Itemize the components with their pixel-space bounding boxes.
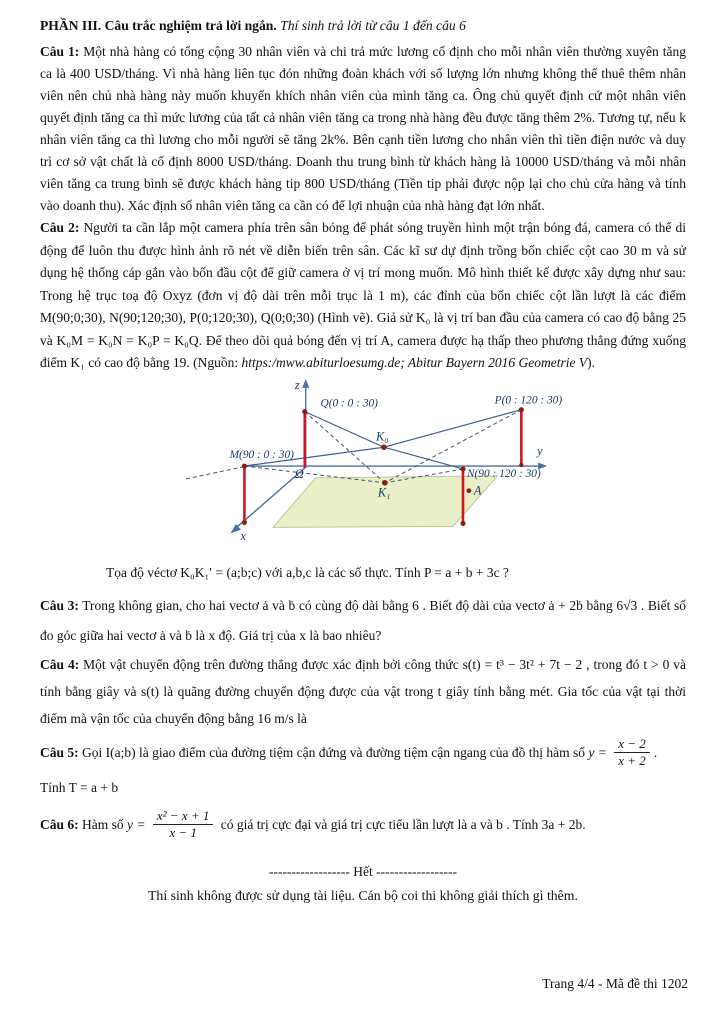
question-2-label: Câu 2: (40, 220, 80, 235)
section-title: PHẦN III. Câu trắc nghiệm trả lời ngắn. (40, 18, 277, 33)
fraction-numerator: x² − x + 1 (153, 808, 213, 825)
fraction-denominator: x − 1 (169, 825, 197, 840)
question-6-label: Câu 6: (40, 817, 79, 833)
point-n-label: N(90 : 120 : 30) (466, 467, 541, 480)
point-q-dot (302, 409, 307, 414)
point-a-label: A (473, 483, 482, 498)
point-m-label: M(90 : 0 : 30) (229, 448, 294, 461)
question-2-text: Người ta cần lắp một camera phía trên sân bóng để phát sóng truyền hình một trận bóng đá, camera có thể di động để luôn thu được hình ảnh rõ nét về diễn biến trên sân. Các kĩ sư dự định trồng bốn chiếc cột cao 30 m và sử dụng hệ thống cáp gắn vào bốn đầu cột để giữ camera ở vị trí mong muốn. Mô hình thiết kế được xây dựng như sau: Trong hệ trục toạ độ Oxyz (đơn vị độ dài trên mỗi trục là 1 m), các đỉnh của bốn chiếc cột lần lượt là các điểm M(90;0;30), N(90;120;30), P(0;120;30), Q(0;0;30) (Hình vẽ). Giả sử K₀ là vị trí ban đầu của camera có cao độ bằng 25 và K₀M = K₀N = K₀P = K₀Q. Để theo dõi quả bóng đến vị trí A, camera được hạ thấp theo phương thẳng đứng xuống điểm K₁ có cao độ bằng 19. (Nguồn: (40, 220, 686, 370)
question-2-closing: ). (587, 355, 596, 370)
question-5-fraction (614, 736, 650, 768)
pole-p-base-dot (519, 462, 523, 466)
fraction-denominator: x + 2 (618, 753, 646, 768)
cable-p-k0 (384, 409, 521, 447)
question-4-text: Một vật chuyển động trên đường thẳng được xác định bởi công thức s(t) = t³ − 3t² + 7t − 2 , trong đó t > 0 và tính bằng giây và s(t) là quãng đường chuyển động được của vật trong t giây tính bằng mét. Gia tốc của vật tại thời điểm mà vận tốc của chuyển động bằng 16 m/s là (40, 656, 687, 726)
question-6-formula-lead: y = (127, 817, 149, 833)
z-axis-label: z (294, 377, 300, 392)
section-instruction: Thí sinh trả lời từ câu 1 đến câu 6 (280, 18, 466, 33)
question-6-fraction (153, 808, 213, 840)
y-axis-label: y (537, 443, 543, 458)
question-3-label: Câu 3: (40, 597, 79, 613)
question-1 (40, 41, 686, 217)
origin-label: Ω (294, 466, 304, 481)
figure-3d-svg (182, 377, 562, 557)
question-3-text: Trong không gian, cho hai vectơ ȧ và ḃ có cùng độ dài bằng 6 . Biết độ dài của vectơ ȧ + 2ḃ bằng 6√3 . Biết số đo góc giữa hai vectơ ȧ và ḃ là x độ. Giá trị của x là bao nhiêu? (40, 597, 686, 643)
point-p-label: P(0 : 120 : 30) (494, 394, 562, 407)
fraction-numerator: x − 2 (614, 736, 650, 753)
question-5-text: Gọi I(a;b) là giao điểm của đường tiệm cận đứng và đường tiệm cận ngang của đồ thị hàm số (82, 745, 589, 761)
figure-caption: Tọa độ véctơ K₀K₁′ = (a;b;c) với a,b,c là các số thực. Tính P = a + b + 3c ? (106, 564, 509, 580)
point-p-dot (519, 407, 524, 412)
question-5-formula-lead: y = (588, 745, 611, 761)
question-6-after: có giá trị cực đại và giá trị cực tiểu lần lượt là a và b . Tính 3a + 2b. (217, 817, 586, 833)
question-5-after: . (653, 745, 658, 761)
pole-n-base-dot (460, 520, 465, 525)
end-divider: ------------------ Hết ------------------ (268, 863, 458, 879)
question-1-label: Câu 1: (40, 44, 80, 59)
camera-k1-label: K₁ (377, 485, 391, 500)
question-5-label: Câu 5: (40, 745, 79, 761)
point-m-dot (242, 463, 247, 468)
question-6 (40, 800, 686, 854)
question-4-label: Câu 4: (40, 656, 80, 672)
question-5 (40, 734, 686, 776)
z-axis-arrowhead (302, 378, 309, 387)
question-4 (40, 651, 686, 732)
pole-m-base-dot (242, 519, 247, 524)
exam-note: Thí sinh không được sử dụng tài liệu. Cán bộ coi thi không giải thích gì thêm. (148, 887, 578, 903)
question-1-text: Một nhà hàng có tổng cộng 30 nhân viên và chi trả mức lương cố định cho mỗi nhân viên thường xuyên tăng ca là 400 USD/tháng. Vì nhà hàng liên tục đón những đoàn khách với số lượng lớn nhưng không thể thuê thêm nhân viên nên chủ nhà hàng này muốn khuyến khích nhân viên của mình tăng ca. Ông chủ quyết định cứ một nhân viên quyết định tăng ca thì mức lương của tất cả nhân viên tăng ca trong nhà hàng đều được tăng thêm 2%. Tương tự, nếu k nhân viên tăng ca thì lương cho mỗi người sẽ tăng 2k%. Bên cạnh tiền lương cho nhân viên thì tiền điện nước và duy trì cơ sở vật chất là cố định 8000 USD/tháng. Doanh thu trung bình từ khách hàng là 10000 USD/tháng và mỗi nhân viên tăng ca trung bình sẽ được khách hàng tip 800 USD/tháng (Tiền tip phải được nộp lại cho chủ cửa hàng và tính vào doanh thu). Xác định số nhân viên tăng ca cần có để lợi nhuận của nhà hàng đạt lớn nhất. (40, 44, 687, 213)
dashed-left-extension (186, 467, 242, 479)
question-6-intro: Hàm số (82, 817, 128, 833)
camera-k0-dot (381, 444, 387, 450)
camera-k0-label: K₀ (375, 428, 389, 443)
x-axis-label: x (240, 528, 246, 543)
question-2 (40, 217, 686, 375)
cable-q-k1 (305, 411, 385, 482)
question-5-line2: Tính T = a + b (40, 779, 119, 795)
section-header (40, 14, 686, 38)
point-a-dot (467, 488, 472, 493)
point-n-dot (460, 466, 465, 471)
page-footer: Trang 4/4 - Mã đề thi 1202 (542, 976, 688, 991)
point-q-label: Q(0 : 0 : 30) (320, 397, 378, 410)
figure-3d-camera-diagram (40, 377, 686, 557)
cable-q-k0 (305, 411, 384, 447)
question-2-source: https:/mww.abiturloesumg.de; Abitur Bayern 2016 Geometrie V (241, 355, 588, 370)
question-3 (40, 591, 686, 651)
